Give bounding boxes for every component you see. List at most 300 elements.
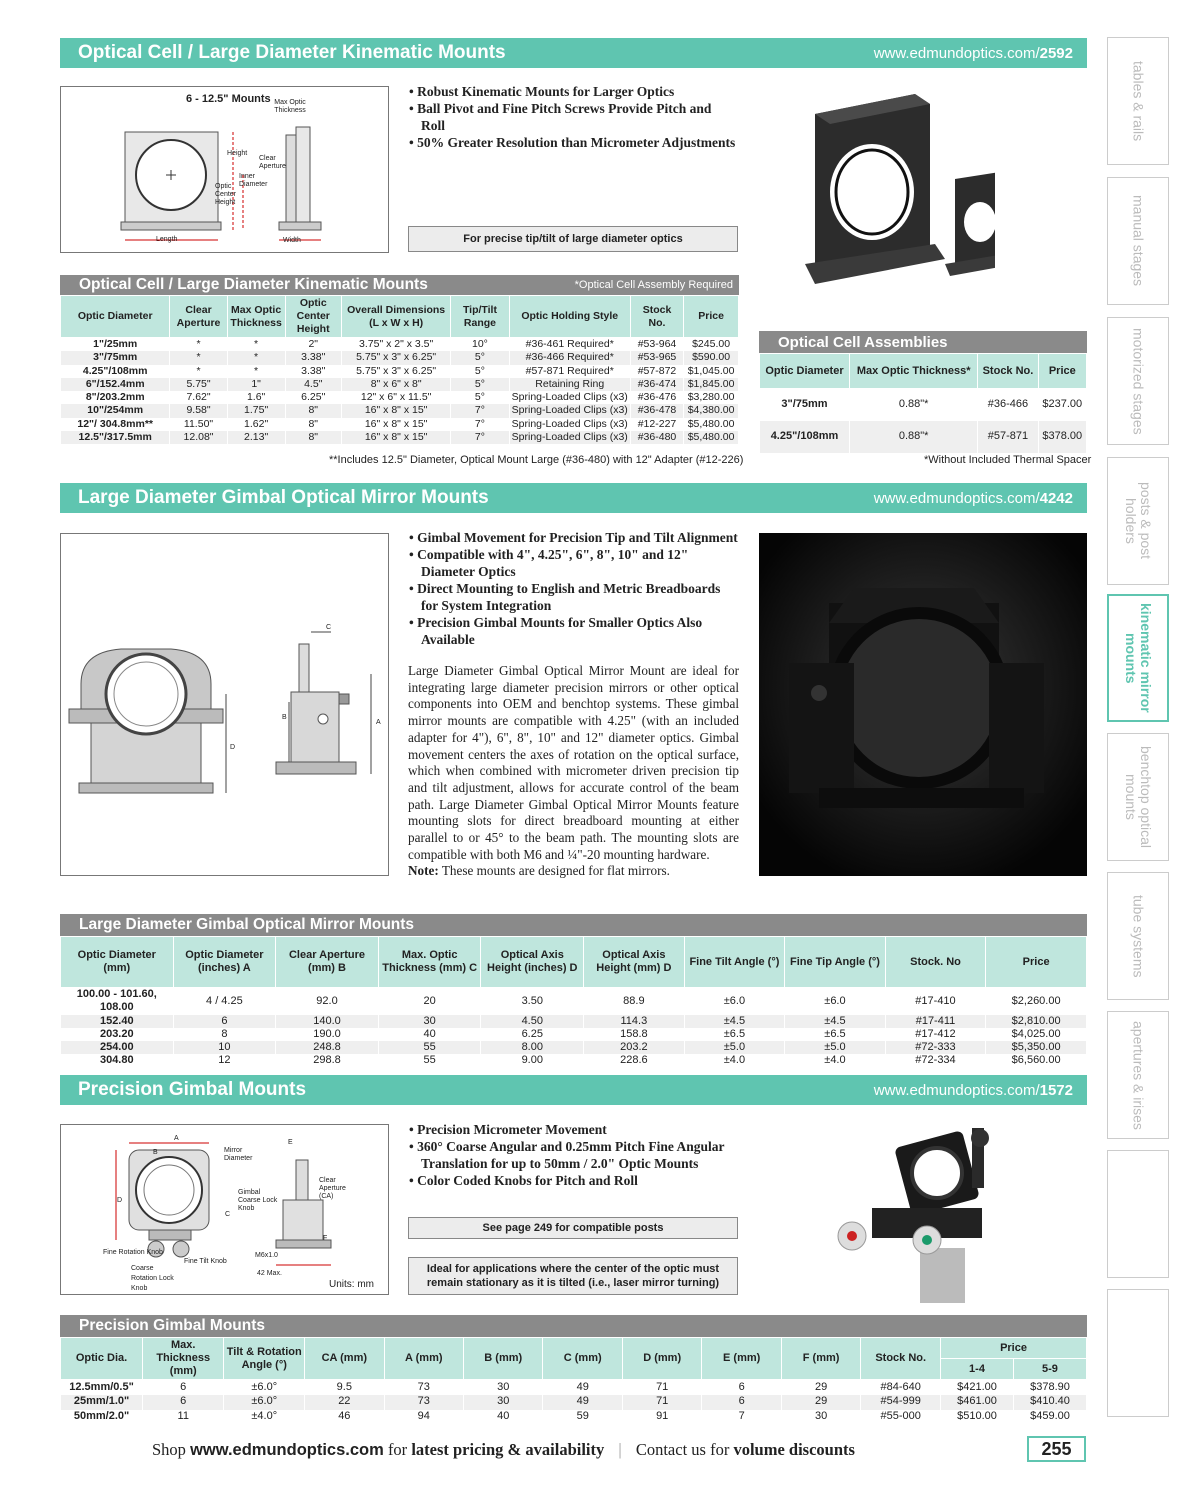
- label-gimbal-coarse-lock-knob: Gimbal Coarse Lock Knob: [238, 1189, 278, 1212]
- kinematic-mount-diagram: [60, 86, 389, 253]
- table-cell: 46: [305, 1410, 384, 1425]
- table-cell: 8.00: [481, 1041, 584, 1054]
- table-cell: Spring-Loaded Clips (x3): [509, 431, 630, 444]
- gimbal-mount-drawing: [61, 534, 388, 875]
- table-cell: 30: [464, 1380, 543, 1395]
- table-cell: 3.50: [481, 988, 584, 1015]
- col-header: Tilt & Rotation Angle (°): [224, 1338, 305, 1380]
- precision-gimbal-table: [60, 1337, 1087, 1425]
- table-cell: #57-871 Required*: [509, 365, 630, 378]
- tab-benchtop-optical-mounts[interactable]: benchtop optical mounts: [1107, 733, 1169, 861]
- assemblies-title: Optical Cell Assemblies: [778, 333, 948, 351]
- table-row: [61, 404, 739, 417]
- col-header: A (mm): [384, 1338, 463, 1380]
- table-cell: 6: [143, 1380, 224, 1395]
- label-clear-aperture: Clear Aperture: [259, 155, 286, 170]
- table-cell: 304.80: [61, 1054, 174, 1067]
- table-cell: Spring-Loaded Clips (x3): [509, 391, 630, 404]
- label-c: C: [326, 624, 332, 631]
- table-cell: $237.00: [1038, 389, 1086, 421]
- section-banner-precision-gimbal: [60, 1075, 1087, 1105]
- callout-compatible-posts[interactable]: See page 249 for compatible posts: [408, 1217, 738, 1239]
- col-header: Max. Thickness (mm): [143, 1338, 224, 1380]
- table-cell: #17-410: [885, 988, 986, 1015]
- label-d: D: [230, 744, 236, 751]
- label-fine-rotation-knob: Fine Rotation Knob: [103, 1249, 163, 1256]
- table-cell: 25mm/1.0": [61, 1395, 143, 1410]
- table-cell: 59: [543, 1410, 622, 1425]
- col-header: Clear Aperture: [170, 296, 227, 338]
- table-cell: #55-000: [861, 1410, 941, 1425]
- table-cell: #36-474: [630, 378, 683, 391]
- table-cell: *: [170, 351, 227, 364]
- feature-list-gimbal: [408, 529, 738, 648]
- table-cell: 5°: [451, 378, 509, 391]
- table-cell: $378.00: [1038, 421, 1086, 453]
- table-cell: 11.50": [170, 418, 227, 431]
- col-header: Price: [941, 1338, 1087, 1359]
- table-cell: ±6.5: [684, 1028, 785, 1041]
- table-cell: ±4.0: [785, 1054, 886, 1067]
- table-cell: #36-466 Required*: [509, 351, 630, 364]
- table-row: [61, 338, 739, 352]
- section-title: Large Diameter Gimbal Optical Mirror Mounts: [78, 487, 489, 508]
- table-cell: 5°: [451, 365, 509, 378]
- table-cell: 2": [285, 338, 341, 352]
- table-cell: ±4.5: [684, 1015, 785, 1028]
- table-cell: 49: [543, 1380, 622, 1395]
- table-cell: 9.5: [305, 1380, 384, 1395]
- assemblies-table: [759, 353, 1087, 453]
- table-cell: 6.25": [285, 391, 341, 404]
- page-number: 255: [1027, 1436, 1086, 1462]
- col-header: Price: [1038, 354, 1086, 389]
- table-cell: *: [227, 338, 285, 352]
- table-cell: 190.0: [276, 1028, 379, 1041]
- table-cell: 1.75": [227, 404, 285, 417]
- feature-item: • Precision Micrometer Movement: [408, 1121, 738, 1138]
- table-cell: 3.38": [285, 365, 341, 378]
- col-header: Optic Dia.: [61, 1338, 143, 1380]
- col-header: Fine Tip Angle (°): [785, 937, 886, 988]
- table-cell: ±6.0: [785, 988, 886, 1015]
- kinematic-mounts-table: [60, 295, 739, 444]
- section-banner-optical-cell: [60, 38, 1087, 68]
- table-cell: $510.00: [941, 1410, 1014, 1425]
- tab-tables-rails[interactable]: tables & rails: [1107, 37, 1169, 165]
- table-cell: 114.3: [584, 1015, 685, 1028]
- table-cell: 92.0: [276, 988, 379, 1015]
- table-cell: 50mm/2.0": [61, 1410, 143, 1425]
- table-cell: $5,480.00: [684, 431, 739, 444]
- section-url[interactable]: www.edmundoptics.com/1572: [873, 1081, 1073, 1099]
- kinematic-mount-drawing: [61, 87, 388, 252]
- table-cell: 49: [543, 1395, 622, 1410]
- table-row: [61, 365, 739, 378]
- table-cell: #36-478: [630, 404, 683, 417]
- tab-empty-1[interactable]: [1107, 1150, 1169, 1278]
- table-cell: *: [170, 338, 227, 352]
- table-cell: #36-466: [978, 389, 1038, 421]
- table-cell: 29: [781, 1395, 860, 1410]
- col-subheader: 5-9: [1013, 1359, 1086, 1380]
- feature-item: • 50% Greater Resolution than Micrometer Adjustments: [408, 134, 738, 151]
- table-cell: ±6.0°: [224, 1380, 305, 1395]
- table-title-bar: [60, 275, 739, 295]
- tab-posts-holders[interactable]: posts & post holders: [1107, 457, 1169, 585]
- feature-item: • 360° Coarse Angular and 0.25mm Pitch Fine Angular Translation for up to 50mm / 2.0" Optic Mounts: [408, 1138, 738, 1172]
- table-cell: 10"/254mm: [61, 404, 170, 417]
- table-cell: 8": [285, 404, 341, 417]
- gimbal-description: [408, 663, 739, 880]
- table-cell: ±6.0: [684, 988, 785, 1015]
- table-cell: 73: [384, 1395, 463, 1410]
- feature-item: • Direct Mounting to English and Metric Breadboards for System Integration: [408, 580, 738, 614]
- table-cell: 3.75" x 2" x 3.5": [342, 338, 451, 352]
- table-cell: #57-872: [630, 365, 683, 378]
- diagram-title: 6 - 12.5" Mounts: [186, 93, 271, 105]
- table-cell: 3"/75mm: [61, 351, 170, 364]
- table-cell: #53-965: [630, 351, 683, 364]
- table-cell: $2,260.00: [986, 988, 1087, 1015]
- table-row: [61, 1380, 1087, 1395]
- table-cell: 100.00 - 101.60, 108.00: [61, 988, 174, 1015]
- table-cell: #36-476: [630, 391, 683, 404]
- assemblies-title-bar: [759, 331, 1087, 353]
- table-subtitle: *Optical Cell Assembly Required: [574, 279, 733, 291]
- table-cell: 4.25"/108mm: [61, 365, 170, 378]
- table-cell: 140.0: [276, 1015, 379, 1028]
- table-cell: 12.5mm/0.5": [61, 1380, 143, 1395]
- table-cell: 158.8: [584, 1028, 685, 1041]
- table-cell: 4 / 4.25: [173, 988, 276, 1015]
- table-row: [760, 389, 1087, 421]
- section-title: Optical Cell / Large Diameter Kinematic Mounts: [78, 42, 506, 63]
- table-cell: 10°: [451, 338, 509, 352]
- table-cell: 8": [285, 431, 341, 444]
- table-cell: 16" x 8" x 15": [342, 431, 451, 444]
- table-cell: 12" x 6" x 11.5": [342, 391, 451, 404]
- feature-list-kinematic: [408, 83, 738, 151]
- table-cell: 7°: [451, 418, 509, 431]
- table-cell: #53-964: [630, 338, 683, 352]
- callout-precise-tip-tilt: For precise tip/tilt of large diameter optics: [408, 226, 738, 252]
- tab-kinematic-mirror-mounts[interactable]: kinematic mirror mounts: [1107, 594, 1169, 722]
- col-header: Optic Holding Style: [509, 296, 630, 338]
- table-cell: Spring-Loaded Clips (x3): [509, 404, 630, 417]
- table-cell: #36-480: [630, 431, 683, 444]
- table-title: Large Diameter Gimbal Optical Mirror Mounts: [79, 916, 415, 933]
- label-d: D: [117, 1197, 123, 1204]
- table-title: Optical Cell / Large Diameter Kinematic Mounts: [79, 276, 428, 293]
- table-cell: 6: [702, 1380, 781, 1395]
- col-header: Max. Optic Thickness (mm) C: [378, 937, 481, 988]
- table-cell: Retaining Ring: [509, 378, 630, 391]
- footer-shop-link[interactable]: www.edmundoptics.com: [190, 1441, 384, 1459]
- label-fine-tilt-knob: Fine Tilt Knob: [184, 1258, 227, 1265]
- table-cell: #12-227: [630, 418, 683, 431]
- col-header: Tip/Tilt Range: [451, 296, 509, 338]
- table-cell: 7: [702, 1410, 781, 1425]
- table-cell: 11: [143, 1410, 224, 1425]
- table-cell: ±6.0°: [224, 1395, 305, 1410]
- col-header: Price: [986, 937, 1087, 988]
- table-cell: 8: [173, 1028, 276, 1041]
- col-header: Optic Diameter: [760, 354, 850, 389]
- table-cell: 8"/203.2mm: [61, 391, 170, 404]
- col-header: Optical Axis Height (mm) D: [584, 937, 685, 988]
- table-cell: 12: [173, 1054, 276, 1067]
- table-cell: 30: [464, 1395, 543, 1410]
- precision-gimbal-photo: [832, 1118, 1012, 1303]
- table-cell: $3,280.00: [684, 391, 739, 404]
- table-row: [61, 1410, 1087, 1425]
- col-header: Stock. No: [885, 937, 986, 988]
- table-row: [61, 431, 739, 444]
- feature-item: • Ball Pivot and Fine Pitch Screws Provide Pitch and Roll: [408, 100, 738, 134]
- table-cell: *: [227, 365, 285, 378]
- table-row: [61, 1041, 1087, 1054]
- table-cell: $421.00: [941, 1380, 1014, 1395]
- label-height: Height: [227, 150, 248, 157]
- table-cell: #72-333: [885, 1041, 986, 1054]
- table-cell: 6: [702, 1395, 781, 1410]
- note-label: Note:: [408, 863, 439, 879]
- table-cell: 22: [305, 1395, 384, 1410]
- tab-manual-stages[interactable]: manual stages: [1107, 177, 1169, 305]
- table-cell: 12.5"/317.5mm: [61, 431, 170, 444]
- table-cell: #54-999: [861, 1395, 941, 1410]
- col-header: F (mm): [781, 1338, 860, 1380]
- table-cell: #17-411: [885, 1015, 986, 1028]
- label-b: B: [282, 714, 287, 721]
- section-banner-gimbal: [60, 483, 1087, 513]
- table-cell: 152.40: [61, 1015, 174, 1028]
- table-cell: 254.00: [61, 1041, 174, 1054]
- table-cell: 16" x 8" x 15": [342, 418, 451, 431]
- col-header: Stock No.: [630, 296, 683, 338]
- table-cell: 40: [464, 1410, 543, 1425]
- table-cell: 298.8: [276, 1054, 379, 1067]
- label-inner-diameter: Inner Diameter: [239, 173, 268, 188]
- table-cell: 73: [384, 1380, 463, 1395]
- table-title: Precision Gimbal Mounts: [79, 1317, 266, 1334]
- table-cell: 7.62": [170, 391, 227, 404]
- table-title-bar: [60, 914, 1087, 936]
- description-text: Large Diameter Gimbal Optical Mirror Mount are ideal for integrating large diameter precision mirrors or other optical components into OEM and benchtop systems. These gimbal mirror mounts are compatible with 4.25" (with an included adapter for 4"), 6", 8", 10" and 12" diameter optics. Gimbal movement centers the axes of rotation on the optical surface, which when combined with micrometer driven precision tip and tilt adjustment, allows for accurate control of the beam path. Large Diameter Gimbal Optical Mirror Mounts feature mounting slots for direct breadboard mounting at either parallel to or 45° to the beam path. The mounting slots are compatible with both M6 and ¼"-20 mounting hardware.: [408, 663, 739, 862]
- table-cell: 9.58": [170, 404, 227, 417]
- table-cell: 12.08": [170, 431, 227, 444]
- table-cell: #17-412: [885, 1028, 986, 1041]
- table-row: [61, 351, 739, 364]
- table-cell: $5,480.00: [684, 418, 739, 431]
- tab-tube-systems[interactable]: tube systems: [1107, 872, 1169, 1000]
- table-row: [61, 988, 1087, 1015]
- table-cell: #57-871: [978, 421, 1038, 453]
- gimbal-mount-photo: [759, 533, 1087, 876]
- col-header: C (mm): [543, 1338, 622, 1380]
- section-url[interactable]: www.edmundoptics.com/4242: [873, 489, 1073, 507]
- label-optic-center-height: Optic Center Height: [215, 183, 237, 206]
- col-header: Optic Center Height: [285, 296, 341, 338]
- table-title-bar: [60, 1315, 1087, 1337]
- table-cell: $6,560.00: [986, 1054, 1087, 1067]
- table-cell: 8" x 6" x 8": [342, 378, 451, 391]
- table-cell: #36-461 Required*: [509, 338, 630, 352]
- col-header: Overall Dimensions (L x W x H): [342, 296, 451, 338]
- table-cell: 55: [378, 1054, 481, 1067]
- label-max-optic-thickness: Max Optic Thickness: [274, 99, 306, 114]
- table-cell: 20: [378, 988, 481, 1015]
- table-cell: 4.50: [481, 1015, 584, 1028]
- tab-apertures-irises[interactable]: apertures & irises: [1107, 1011, 1169, 1139]
- col-header: Max Optic Thickness*: [850, 354, 978, 389]
- feature-item: • Compatible with 4", 4.25", 6", 8", 10" and 12" Diameter Optics: [408, 546, 738, 580]
- table-cell: $245.00: [684, 338, 739, 352]
- table-cell: 40: [378, 1028, 481, 1041]
- table-cell: $461.00: [941, 1395, 1014, 1410]
- footer-text: Shop www.edmundoptics.com for latest pricing & availability | Contact us for volume discounts: [152, 1440, 855, 1459]
- table-cell: 71: [622, 1395, 701, 1410]
- table-cell: 0.88"*: [850, 389, 978, 421]
- col-header: Clear Aperture (mm) B: [276, 937, 379, 988]
- label-width: Width: [283, 237, 301, 244]
- table-cell: 228.6: [584, 1054, 685, 1067]
- section-title: Precision Gimbal Mounts: [78, 1079, 307, 1100]
- assemblies-footnote: *Without Included Thermal Spacer: [924, 454, 1092, 466]
- label-42-max: 42 Max.: [257, 1270, 282, 1277]
- table-cell: 5.75" x 3" x 6.25": [342, 365, 451, 378]
- table-cell: ±5.0: [785, 1041, 886, 1054]
- col-header: Optic Diameter (mm): [61, 937, 174, 988]
- table-cell: 6"/152.4mm: [61, 378, 170, 391]
- table-cell: 2.13": [227, 431, 285, 444]
- table-cell: $410.40: [1013, 1395, 1086, 1410]
- table-cell: 1": [227, 378, 285, 391]
- table-row: [61, 1028, 1087, 1041]
- table-cell: 6.25: [481, 1028, 584, 1041]
- label-a: A: [376, 719, 381, 726]
- table-footnote: **Includes 12.5" Diameter, Optical Mount Large (#36-480) with 12" Adapter (#12-226): [329, 454, 744, 466]
- table-cell: 30: [781, 1410, 860, 1425]
- table-cell: Spring-Loaded Clips (x3): [509, 418, 630, 431]
- table-cell: 71: [622, 1380, 701, 1395]
- table-cell: ±6.5: [785, 1028, 886, 1041]
- table-cell: #84-640: [861, 1380, 941, 1395]
- table-cell: 16" x 8" x 15": [342, 404, 451, 417]
- gimbal-mounts-table: [60, 936, 1087, 1068]
- table-cell: 6: [173, 1015, 276, 1028]
- table-cell: $5,350.00: [986, 1041, 1087, 1054]
- col-header: Price: [684, 296, 739, 338]
- table-cell: $1,045.00: [684, 365, 739, 378]
- col-header: E (mm): [702, 1338, 781, 1380]
- table-cell: *: [170, 365, 227, 378]
- table-row: [61, 378, 739, 391]
- table-cell: 4.25"/108mm: [760, 421, 850, 453]
- table-cell: $590.00: [684, 351, 739, 364]
- table-cell: 5°: [451, 351, 509, 364]
- kinematic-mount-photo: [795, 94, 995, 299]
- label-c: C: [225, 1211, 231, 1218]
- table-cell: $4,380.00: [684, 404, 739, 417]
- table-cell: 4.5": [285, 378, 341, 391]
- col-subheader: 1-4: [941, 1359, 1014, 1380]
- callout-ideal-applications: Ideal for applications where the center of the optic must remain stationary as it is tilted (i.e., laser mirror turning): [408, 1257, 738, 1295]
- table-row: [61, 391, 739, 404]
- table-cell: 5.75" x 3" x 6.25": [342, 351, 451, 364]
- table-cell: 7°: [451, 431, 509, 444]
- section-url[interactable]: www.edmundoptics.com/2592: [873, 44, 1073, 62]
- note-text: These mounts are designed for flat mirrors.: [438, 863, 670, 879]
- table-cell: $4,025.00: [986, 1028, 1087, 1041]
- col-header: D (mm): [622, 1338, 701, 1380]
- table-cell: ±5.0: [684, 1041, 785, 1054]
- table-cell: 29: [781, 1380, 860, 1395]
- label-coarse-rotation-lock-knob: Coarse Rotation Lock Knob: [131, 1265, 174, 1292]
- table-cell: 10: [173, 1041, 276, 1054]
- table-cell: 203.2: [584, 1041, 685, 1054]
- table-cell: *: [227, 351, 285, 364]
- table-cell: 1.62": [227, 418, 285, 431]
- table-row: [61, 1015, 1087, 1028]
- feature-item: • Robust Kinematic Mounts for Larger Optics: [408, 83, 738, 100]
- table-cell: $2,810.00: [986, 1015, 1087, 1028]
- table-cell: 7°: [451, 404, 509, 417]
- gimbal-mount-diagram: [60, 533, 389, 876]
- table-cell: 0.88"*: [850, 421, 978, 453]
- label-mirror-diameter: Mirror Diameter: [224, 1147, 253, 1162]
- table-cell: 1.6": [227, 391, 285, 404]
- table-cell: 55: [378, 1041, 481, 1054]
- table-cell: $378.90: [1013, 1380, 1086, 1395]
- col-header: Stock No.: [861, 1338, 941, 1380]
- feature-item: • Color Coded Knobs for Pitch and Roll: [408, 1172, 738, 1189]
- feature-item: • Gimbal Movement for Precision Tip and Tilt Alignment: [408, 529, 738, 546]
- table-cell: 30: [378, 1015, 481, 1028]
- label-f: F: [323, 1235, 328, 1242]
- table-cell: $459.00: [1013, 1410, 1086, 1425]
- diagram-units: Units: mm: [329, 1279, 374, 1290]
- col-header: Optic Diameter (inches) A: [173, 937, 276, 988]
- feature-list-precision: [408, 1121, 738, 1189]
- col-header: Stock No.: [978, 354, 1038, 389]
- table-cell: 91: [622, 1410, 701, 1425]
- table-cell: 5.75": [170, 378, 227, 391]
- label-b: B: [153, 1149, 158, 1156]
- label-length: Length: [156, 236, 178, 243]
- col-header: CA (mm): [305, 1338, 384, 1380]
- table-cell: 1"/25mm: [61, 338, 170, 352]
- feature-item: • Precision Gimbal Mounts for Smaller Optics Also Available: [408, 614, 738, 648]
- col-header: Optical Axis Height (inches) D: [481, 937, 584, 988]
- table-cell: ±4.0°: [224, 1410, 305, 1425]
- label-a: A: [174, 1135, 179, 1142]
- label-clear-aperture: Clear Aperture (CA): [319, 1177, 346, 1200]
- table-cell: 88.9: [584, 988, 685, 1015]
- precision-gimbal-diagram: [60, 1124, 389, 1295]
- table-cell: 3.38": [285, 351, 341, 364]
- table-cell: 94: [384, 1410, 463, 1425]
- table-row: [61, 418, 739, 431]
- table-row: [61, 1054, 1087, 1067]
- tab-motorized-stages[interactable]: motorized stages: [1107, 317, 1169, 445]
- table-cell: 3"/75mm: [760, 389, 850, 421]
- col-header: B (mm): [464, 1338, 543, 1380]
- tab-empty-2[interactable]: [1107, 1289, 1169, 1417]
- label-e: E: [288, 1139, 293, 1146]
- table-cell: ±4.5: [785, 1015, 886, 1028]
